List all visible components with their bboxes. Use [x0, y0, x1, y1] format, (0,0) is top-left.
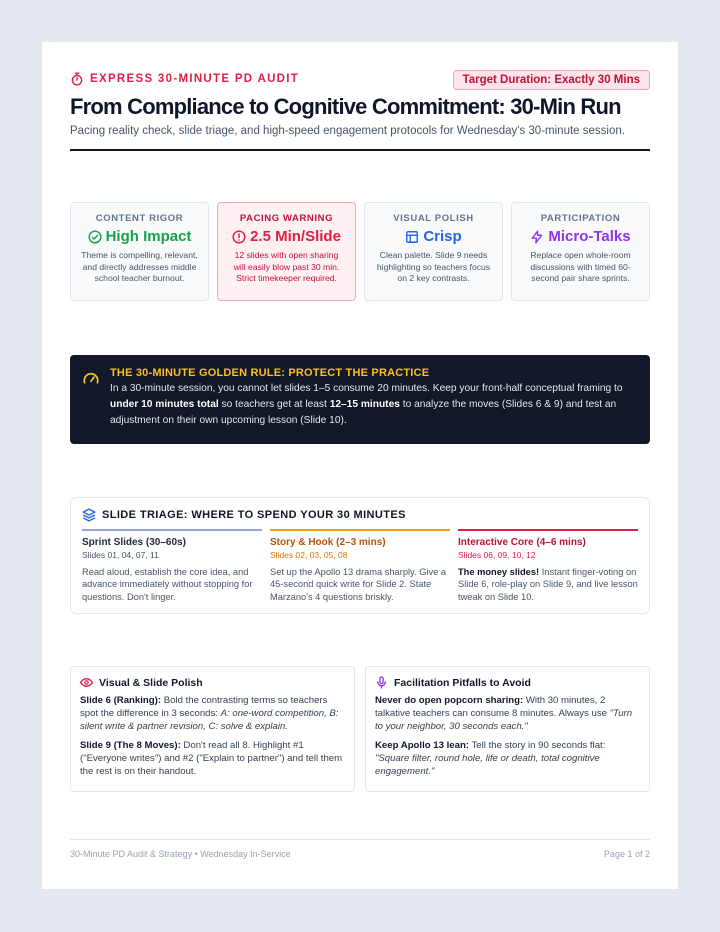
- golden-text: In a 30-minute session, you cannot let slides 1–5 consume 20 minutes. Keep your front-half conceptual framing to: [110, 383, 623, 394]
- note-example: A: one-word competition, B: silent write & partner revision, C: solve & explain.: [80, 708, 339, 733]
- slide9-note: [80, 739, 345, 778]
- column-body: [458, 566, 638, 603]
- alert-circle-icon: [232, 230, 246, 244]
- metric-value-text: High Impact: [105, 228, 192, 245]
- pitfall-text: With 30 minutes, 2 talkative teachers can consume 8 minutes. Always use: [375, 695, 610, 720]
- triage-column-story: [270, 529, 450, 603]
- metric-value: [218, 228, 355, 245]
- golden-text: so teachers get at least: [218, 398, 330, 410]
- check-circle-icon: [88, 230, 102, 244]
- apollo-pitfall: [375, 739, 640, 778]
- pitfall-lead: Never do open popcorn sharing:: [375, 695, 524, 706]
- note-lead: Slide 9 (The 8 Moves):: [80, 740, 181, 752]
- metric-description: 12 slides with open sharing will easily blow past 30 min. Strict timekeeper required.: [233, 250, 340, 284]
- card-header: [375, 676, 640, 689]
- metric-card-participation: [511, 202, 650, 301]
- column-body-text: Instant finger-voting on Slide 6, role-play on Slide 9, and live lesson tweak on Slide 10.: [458, 567, 638, 602]
- page-title: From Compliance to Cognitive Commitment: 30-Min Run: [70, 94, 621, 119]
- card-title: Visual & Slide Polish: [99, 676, 203, 689]
- footer-divider: [70, 839, 650, 840]
- triage-header: [82, 508, 638, 522]
- microphone-icon: [375, 676, 388, 689]
- metric-value: [365, 228, 502, 245]
- stopwatch-icon: [70, 72, 84, 86]
- speedometer-icon: [82, 370, 100, 388]
- eyebrow-label: EXPRESS 30-MINUTE PD AUDIT: [90, 73, 300, 85]
- slide6-note: [80, 694, 345, 733]
- pitfall-quote: "Turn to your neighbor, 30 seconds each.": [375, 708, 633, 733]
- column-slides: Slides 01, 04, 07, 11: [82, 550, 159, 560]
- metric-card-content-rigor: [70, 202, 209, 301]
- column-body: Read aloud, establish the core idea, and advance immediately without stopping for questions. Don't linger.: [82, 567, 253, 602]
- metric-value: [71, 228, 208, 245]
- golden-rule-callout: [70, 355, 650, 444]
- column-title: Story & Hook (2–3 mins): [270, 537, 386, 548]
- duration-badge: Target Duration: Exactly 30 Mins: [453, 70, 650, 90]
- card-header: [80, 676, 345, 689]
- column-title: Interactive Core (4–6 mins): [458, 537, 586, 548]
- popcorn-pitfall: [375, 694, 640, 733]
- golden-rule-body: [110, 381, 636, 428]
- layers-icon: [82, 508, 96, 522]
- metric-label: CONTENT RIGOR: [95, 213, 184, 224]
- metric-label: PARTICIPATION: [540, 213, 621, 224]
- metric-description: Clean palette. Slide 9 needs highlighting so teachers focus on 2 key contrasts.: [376, 250, 491, 284]
- layout-icon: [405, 230, 419, 244]
- golden-emphasis: under 10 minutes total: [110, 398, 219, 410]
- metric-value-text: Micro-Talks: [548, 228, 631, 245]
- pitfall-text: Tell the story in 90 seconds flat:: [469, 740, 606, 752]
- note-text: Don't read all 8. Highlight #1 ("Everyone writes") and #2 ("Explain to partner") and tell them the rest is on their handout.: [80, 740, 343, 778]
- metric-label: PACING WARNING: [239, 213, 334, 224]
- note-lead: Slide 6 (Ranking):: [80, 695, 162, 706]
- triage-title: SLIDE TRIAGE: WHERE TO SPEND YOUR 30 MINUTES: [102, 509, 406, 521]
- header-divider: [70, 149, 650, 151]
- metric-description: Theme is compelling, relevant, and directly addresses middle school teacher burnout.: [81, 250, 198, 284]
- column-lead: The money slides!: [458, 567, 540, 577]
- golden-text: to analyze the moves (Slides 6 & 9) and test an adjustment on their own upcoming lesson (Slide 10).: [110, 398, 617, 426]
- metric-value: [512, 228, 649, 245]
- column-slides: Slides 06, 09, 10, 12: [458, 550, 536, 560]
- triage-columns: [82, 529, 638, 603]
- note-text: Bold the contrasting terms so teachers spot the difference in 3 seconds:: [80, 695, 328, 720]
- pitfall-quote: "Square filter, round hole, life or death, total cognitive engagement.": [375, 753, 600, 778]
- eyebrow: [70, 72, 299, 86]
- triage-column-interactive: [458, 529, 638, 603]
- golden-rule-title: THE 30-MINUTE GOLDEN RULE: PROTECT THE PRACTICE: [110, 367, 430, 379]
- metric-card-visual-polish: [364, 202, 503, 301]
- facilitation-pitfalls-card: [365, 666, 650, 792]
- page-number: Page 1 of 2: [603, 849, 650, 859]
- column-title: Sprint Slides (30–60s): [82, 537, 186, 548]
- lightning-icon: [530, 230, 544, 244]
- visual-polish-card: [70, 666, 355, 792]
- pitfall-lead: Keep Apollo 13 lean:: [375, 740, 470, 752]
- slide-triage-panel: [70, 497, 650, 614]
- column-body: Set up the Apollo 13 drama sharply. Give a 45-second quick write for Slide 2. State Marzano's 4 questions briskly.: [270, 567, 447, 602]
- eye-icon: [80, 676, 93, 689]
- metric-card-pacing-warning: [217, 202, 356, 301]
- metric-label: VISUAL POLISH: [393, 213, 474, 224]
- column-slides: Slides 02, 03, 05, 08: [270, 550, 348, 560]
- triage-column-sprint: [82, 529, 262, 603]
- footer-caption: 30-Minute PD Audit & Strategy • Wednesday In-Service: [70, 849, 291, 859]
- card-title: Facilitation Pitfalls to Avoid: [394, 676, 531, 689]
- document-page: [42, 42, 678, 889]
- metric-description: Replace open whole-room discussions with timed 60-second pair share sprints.: [530, 250, 631, 284]
- page-subtitle: Pacing reality check, slide triage, and high-speed engagement protocols for Wednesday's 30-minute session.: [70, 125, 625, 137]
- golden-emphasis: 12–15 minutes: [329, 398, 400, 410]
- metric-value-text: Crisp: [423, 228, 462, 245]
- metric-value-text: 2.5 Min/Slide: [250, 228, 341, 245]
